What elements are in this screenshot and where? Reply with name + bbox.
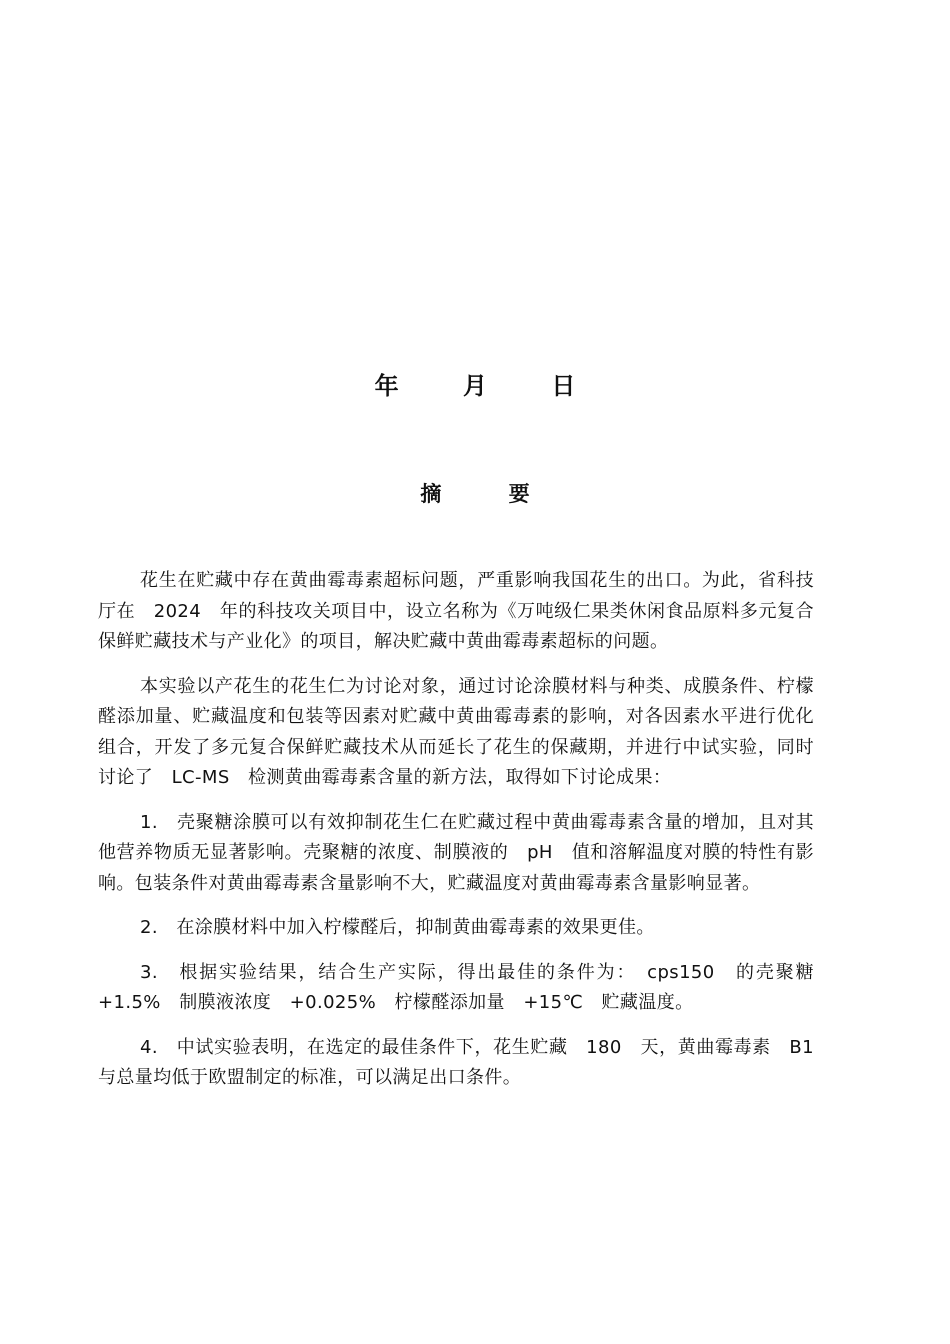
date-month: 月 [463,372,487,400]
result-item-4: 4. 中试实验表明，在选定的最佳条件下，花生贮藏 180 天，黄曲霉毒素 B1 与总量均低于欧盟制定的标准，可以满足出口条件。 [98,1036,833,1088]
result-item-2: 2. 在涂膜材料中加入柠檬醛后，抑制黄曲霉毒素的效果更佳。 [140,917,655,938]
abstract-body [98,566,833,1108]
abstract-title-right: 要 [508,482,530,506]
abstract-paragraph-1: 花生在贮藏中存在黄曲霉毒素超标问题，严重影响我国花生的出口。为此，省科技厅在 2024 年的科技攻关项目中，设立名称为《万吨级仁果类休闲食品原料多元复合保鲜贮藏技术与产业化》的项目，解决贮藏中黄曲霉毒素超标的问题。 [98,570,814,652]
abstract-title [0,478,950,508]
abstract-paragraph-2: 本实验以产花生的花生仁为讨论对象，通过讨论涂膜材料与种类、成膜条件、柠檬醛添加量、贮藏温度和包装等因素对贮藏中黄曲霉毒素的影响，对各因素水平进行优化组合，开发了多元复合保鲜贮藏技术从而延长了花生的保藏期，并进行中试实验，同时讨论了 LC-MS 检测黄曲霉毒素含量的新方法，取得如下讨论成果： [98,675,814,788]
date-year: 年 [374,372,399,400]
result-item-1: 1. 壳聚糖涂膜可以有效抑制花生仁在贮藏过程中黄曲霉毒素含量的增加，且对其他营养物质无显著影响。壳聚糖的浓度、制膜液的 pH 值和溶解温度对膜的特性有影响。包装条件对黄曲霉毒素含量影响不大，贮藏温度对黄曲霉毒素含量影响显著。 [98,811,814,894]
result-item-3: 3. 根据实验结果，结合生产实际，得出最佳的条件为： cps150 的壳聚糖 +1.5% 制膜液浓度 +0.025% 柠檬醛添加量 +15℃ 贮藏温度。 [98,961,833,1013]
abstract-title-left: 摘 [420,482,442,506]
date-day: 日 [551,372,576,400]
date-line [0,366,950,401]
